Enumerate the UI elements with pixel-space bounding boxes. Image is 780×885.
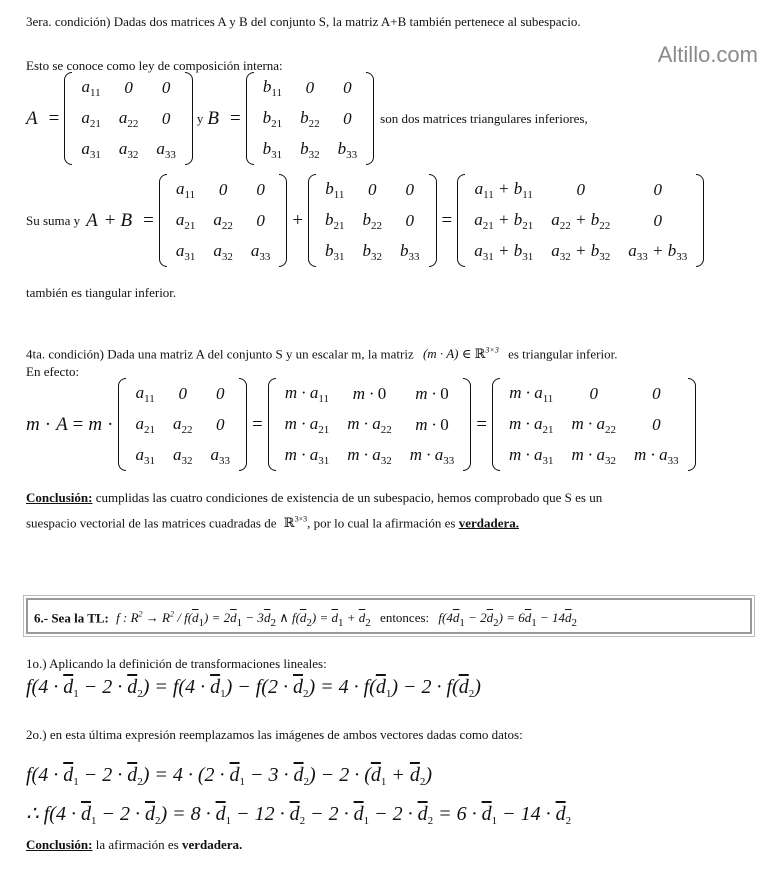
step-1-text: 1o.) Aplicando la definición de transformaciones lineales:: [26, 656, 327, 671]
between-word: y: [196, 110, 204, 126]
conclusion-1-line-2: suespacio vectorial de las matrices cuadradas de ℝ$^{3\times 3}$, por lo cual la afirmación es verdadera.: [26, 515, 519, 531]
triangular-note: son dos matrices triangulares inferiores,: [380, 110, 588, 126]
step-1-equation: $f(4 \cdot \overline{d}_1 - 2 \cdot \overline{d}_2) = f(4 \cdot \overline{d}_1) - f(2 \cdot \overline{d}_2) = 4 \cdot f(\overline{d}_1) - 2 \cdot f(\overline{d}_2)$: [26, 676, 481, 700]
sum-label: Su suma y: [26, 212, 81, 228]
step-2-equation: $f(4 \cdot \overline{d}_1 - 2 \cdot \overline{d}_2) = 4 \cdot (2 \cdot \overline{d}_1 - 3 \cdot \overline{d}_2) - 2 \cdot (\overline{d}_1 + \overline{d}_2)$: [26, 764, 433, 788]
scalar-equation: m · A = m · $a_{11}$ 0 0 $a_{21}$ $a_{22}$ 0 $a_{31}$ $a_{32}$ $a_{33}$ = $m \cdot a_{11}$ m · 0 m · 0 $m \cdot a_{21}$ $m \cdot a_{22}$ m · 0 $m \cdot a_{31}$ $m \cdot a_{32}$ $m \cdot a_{33}$ = $m \cdot a_{11}$ 0 0 $m \cdot a_{21}$ $m \cdot a_{22}$ 0 $m \cdot a_{31}$ $m \cdot a_{32}$ $m \cdot a_{33}$: [26, 378, 696, 471]
conclusion-2: Conclusión: la afirmación es verdadera.: [26, 837, 243, 852]
matrix-a: $a_{11}$ 0 0 $a_{21}$ $a_{22}$ 0 $a_{31}$ $a_{32}$ $a_{33}$: [64, 72, 193, 165]
cond3-intro: Esto se conoce como ley de composición interna:: [26, 58, 283, 73]
cond4-in-fact: En efecto:: [26, 364, 80, 379]
matrices-a-b: A = $a_{11}$ 0 0 $a_{21}$ $a_{22}$ 0 $a_{31}$ $a_{32}$ $a_{33}$ y B = $b_{11}$ 0 0 $b_{21}$ $b_{22}$ 0 $b_{31}$ $b_{32}$ $b_{33}$ son dos matrices triangulares inferiores,: [26, 72, 588, 165]
cond3-conclusion: también es tiangular inferior.: [26, 285, 177, 300]
watermark: Altillo.com: [657, 42, 758, 67]
cond3-heading: 3era. condición) Dadas dos matrices A y B del conjunto S, la matriz A+B también pertenece al subespacio.: [26, 14, 581, 29]
sum-equation: Su suma y A + B = $a_{11}$ 0 0 $a_{21}$ $a_{22}$ 0 $a_{31}$ $a_{32}$ $a_{33}$ + $b_{11}$ 0 0 $b_{21}$ $b_{22}$ 0 $b_{31}$ $b_{32}$ $b_{33}$ = $a_{11} + b_{11}$ 0 0 $a_{21} + b_{21}$ $a_{22} + b_{22}$ 0 $a_{31} + b_{31}$ $a_{32} + b_{32}$ $a_{33} + b_{33}$: [26, 174, 704, 267]
cond4-heading: 4ta. condición) Dada una matriz A del conjunto S y un escalar m, la matriz (m · A) ∈ ℝ$^{3\times 3}$ es triangular inferior.: [26, 346, 618, 362]
problem-6-statement: 6.- Sea la TL: f : $R^2 \to R^2 / f(\overline{d}_1) = 2\overline{d}_1 - 3\overline{d}_2$ ∧ $f(\overline{d}_2) = \overline{d}_1 + \overline{d}_2$ entonces: $f(4\overline{d}_1 - 2\overline{d}_2) = 6\overline{d}_1 - 14\overline{d}_2$: [34, 610, 578, 630]
step-2-result: ∴ $f(4 \cdot \overline{d}_1 - 2 \cdot \overline{d}_2) = 8 \cdot \overline{d}_1 - 12 \cdot \overline{d}_2 - 2 \cdot \overline{d}_1 - 2 \cdot \overline{d}_2 = 6 \cdot \overline{d}_1 - 14 \cdot \overline{d}_2$: [26, 803, 572, 827]
conclusion-1-line-1: Conclusión: cumplidas las cuatro condiciones de existencia de un subespacio, hemos comprobado que S es un: [26, 490, 603, 505]
step-2-text: 2o.) en esta última expresión reemplazamos las imágenes de ambos vectores dadas como datos:: [26, 727, 523, 742]
matrix-b: $b_{11}$ 0 0 $b_{21}$ $b_{22}$ 0 $b_{31}$ $b_{32}$ $b_{33}$: [246, 72, 375, 165]
